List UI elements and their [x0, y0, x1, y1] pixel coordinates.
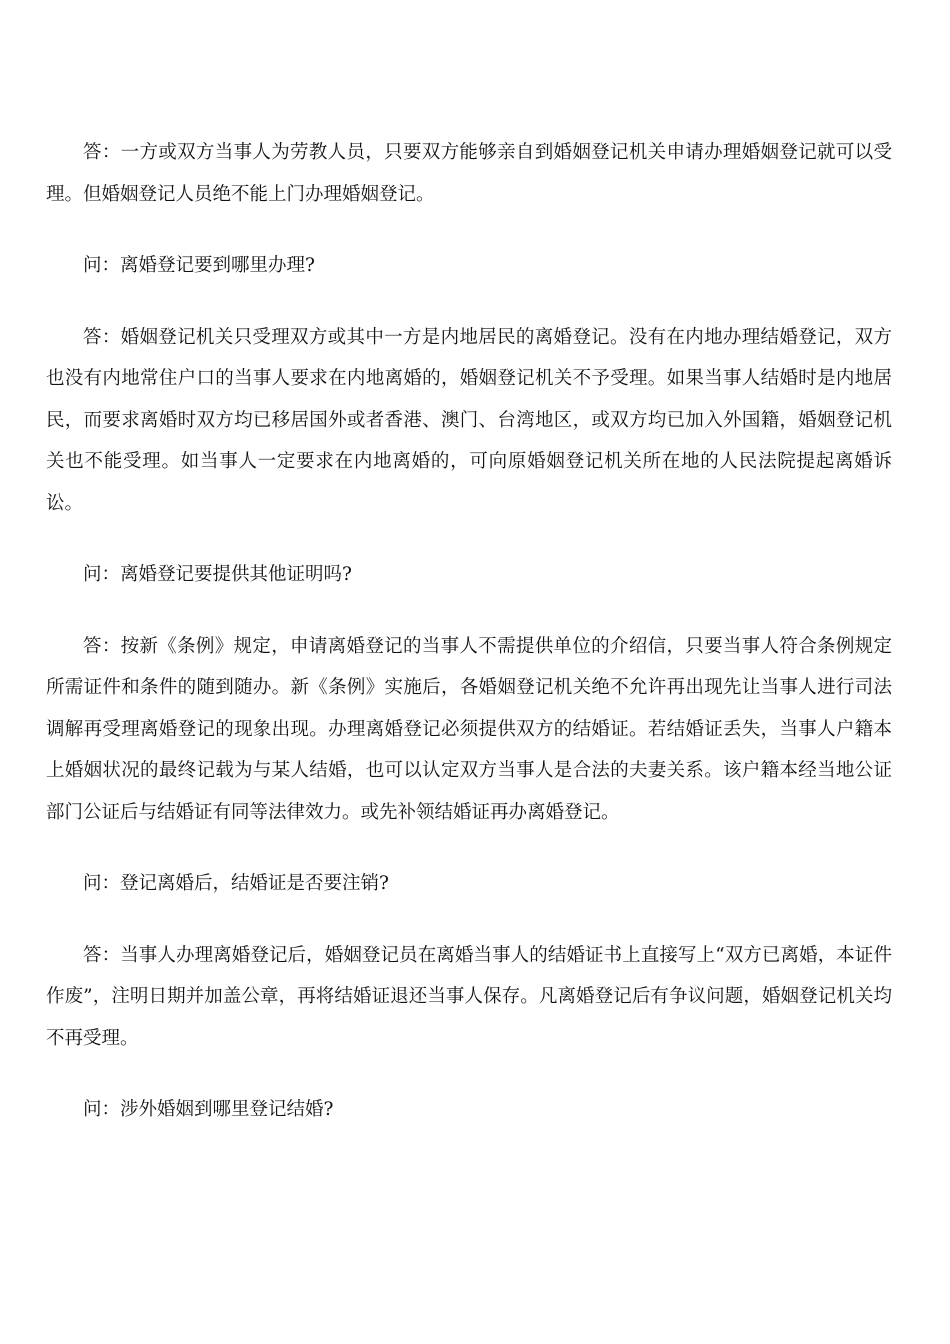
question-paragraph: 问：登记离婚后，结婚证是否要注销? — [83, 873, 389, 894]
document-body — [46, 132, 892, 1131]
answer-paragraph: 答：按新《条例》规定，申请离婚登记的当事人不需提供单位的介绍信，只要当事人符合条例规定所需证件和条件的随到随办。新《条例》实施后，各婚姻登记机关绝不允许再出现先让当事人进行司法调解再受理离婚登记的现象出现。办理离婚登记必须提供双方的结婚证。若结婚证丢失，当事人户籍本上婚姻状况的最终记载为与某人结婚，也可以认定双方当事人是合法的夫妻关系。该户籍本经当地公证部门公证后与结婚证有同等法律效力。或先补领结婚证再办离婚登记。 — [46, 635, 892, 823]
question-paragraph: 问：离婚登记要到哪里办理? — [83, 255, 315, 276]
answer-paragraph: 答：当事人办理离婚登记后，婚姻登记员在离婚当事人的结婚证书上直接写上“双方已离婚，本证件作废”，注明日期并加盖公章，再将结婚证退还当事人保存。凡离婚登记后有争议问题，婚姻登记机关均不再受理。 — [46, 944, 892, 1049]
question-paragraph: 问：涉外婚姻到哪里登记结婚? — [83, 1099, 334, 1120]
answer-paragraph: 答：婚姻登记机关只受理双方或其中一方是内地居民的离婚登记。没有在内地办理结婚登记，双方也没有内地常住户口的当事人要求在内地离婚的，婚姻登记机关不予受理。如果当事人结婚时是内地居民，而要求离婚时双方均已移居国外或者香港、澳门、台湾地区，或双方均已加入外国籍，婚姻登记机关也不能受理。如当事人一定要求在内地离婚的，可向原婚姻登记机关所在地的人民法院提起离婚诉讼。 — [46, 326, 892, 514]
answer-paragraph: 答：一方或双方当事人为劳教人员，只要双方能够亲自到婚姻登记机关申请办理婚姻登记就可以受理。但婚姻登记人员绝不能上门办理婚姻登记。 — [46, 142, 892, 205]
question-paragraph: 问：离婚登记要提供其他证明吗? — [83, 564, 352, 585]
